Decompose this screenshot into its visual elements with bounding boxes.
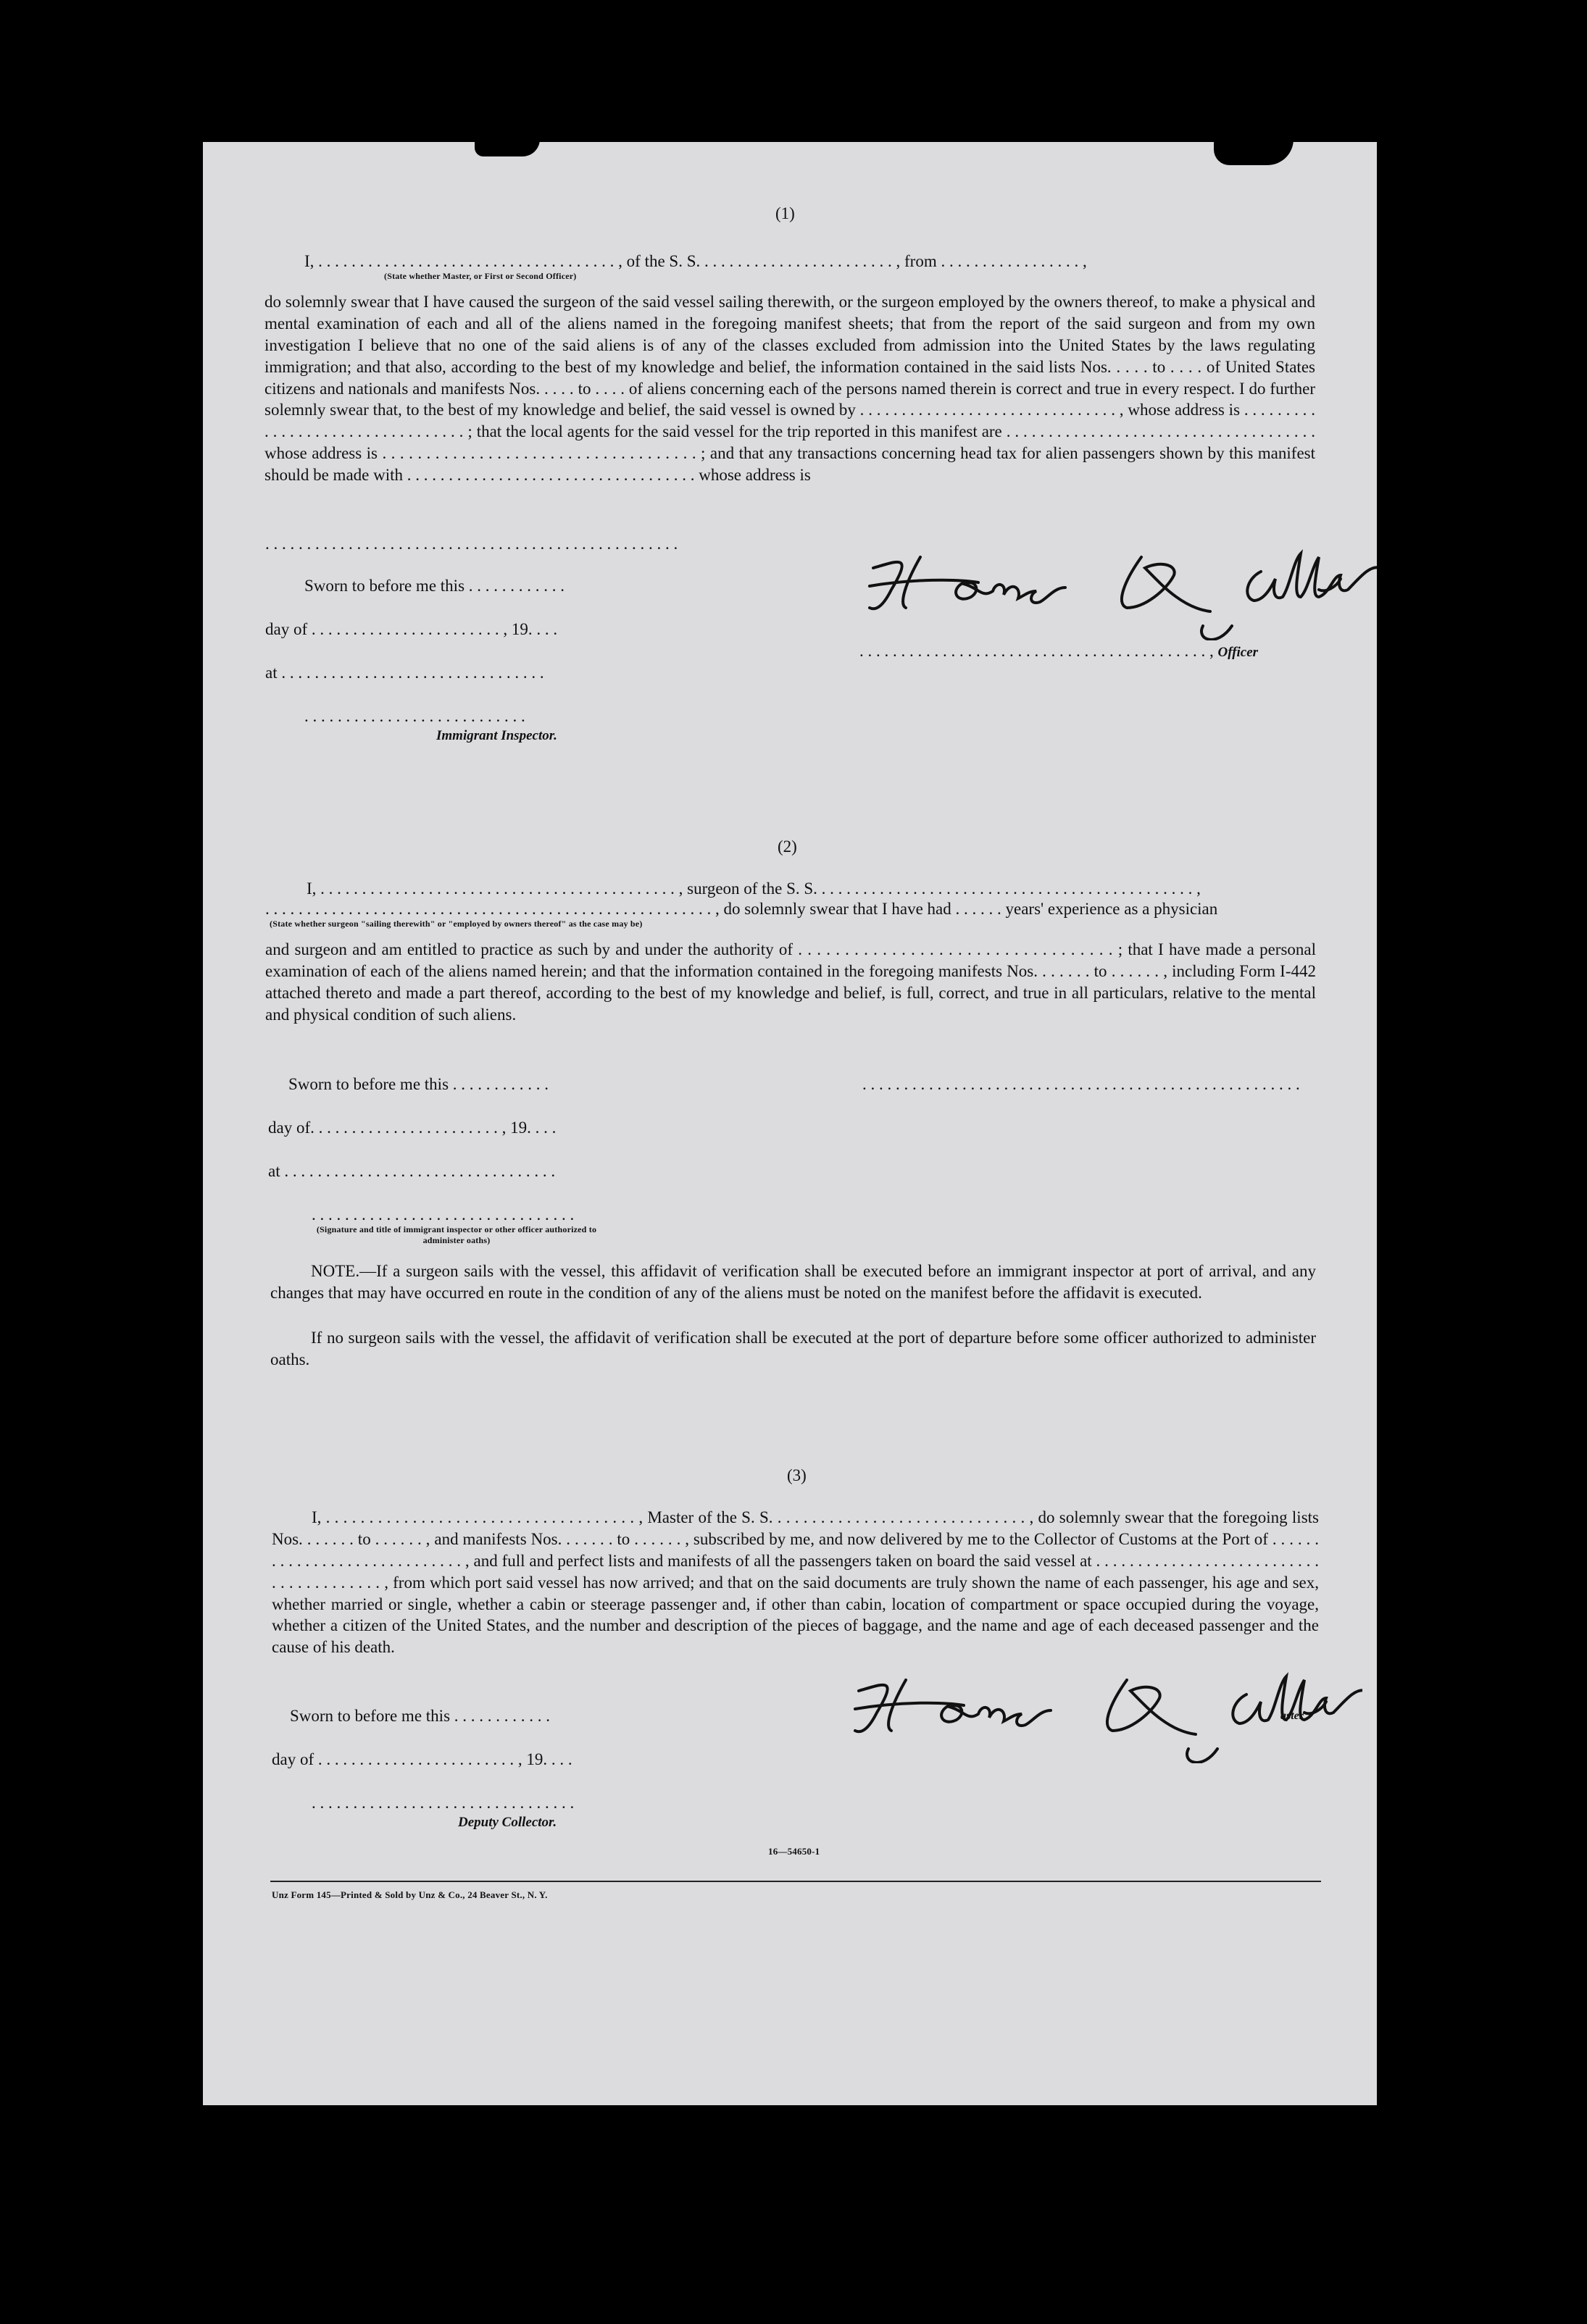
punch-hole bbox=[1428, 1440, 1461, 1474]
punch-hole bbox=[1428, 659, 1461, 693]
section-2-day: day of. . . . . . . . . . . . . . . . . . . . . . . , 19. . . . bbox=[268, 1119, 557, 1137]
signature-bottom bbox=[841, 1662, 1362, 1763]
section-2-line1: I, . . . . . . . . . . . . . . . . . . . . . . . . . . . . . . . . . . . . . . . . . . . , surgeon of the S. S. . . . . . . . . . . . . . . . . . . . . . . . . . . . . . . . . . . . . . . . . . . . . . , bbox=[307, 879, 1201, 898]
section-1-inspector-title: Immigrant Inspector. bbox=[436, 728, 557, 743]
section-1-dots-line: . . . . . . . . . . . . . . . . . . . . . . . . . . . . . . . . . . . . . . . . . . . . . . . . . . bbox=[265, 535, 678, 553]
punch-hole bbox=[1425, 296, 1459, 330]
section-2-note-2: If no surgeon sails with the vessel, the affidavit of verification shall be executed at the port of departure before some officer authorized to administer oaths. bbox=[270, 1329, 1316, 1368]
section-1-body: do solemnly swear that I have caused the surgeon of the said vessel sailing therewith, or the surgeon employed by the owners thereof, to make a physical and mental examination of each and all of the aliens named in the foregoing manifest sheets; that from the report of the said surgeon and from my own investigation I believe that no one of the said aliens is of any of the classes excluded from admission into the United States by the laws regulating immigration; and that also, according to the best of my knowledge and belief, the information contained in the said lists Nos. . . . . to . . . . of United States citizens and nationals and manifests Nos. . . . . to . . . . of aliens concerning each of the persons named therein is correct and true in every respect. I do further solemnly swear that, to the best of my knowledge and belief, the said vessel is owned by . . . . . . . . . . . . . . . . . . . . . . . . . . . . . . . , whose address is . . . . . . . . . . . . . . . . . . . . . . . . . . . . . . . . . ; that the local agents for the said vessel for the trip reported in this manifest are . . . . . . . . . . . . . . . . . . . . . . . . . . . . . . . . . . . . . whose address is . . . . . . . . . . . . . . . . . . . . . . . . . . . . . . . . . . . . ; and that any transactions concerning head tax for alien passengers shown by this manifest should be made with . . . . . . . . . . . . . . . . . . . . . . . . . . . . . . . . . . . whose address is bbox=[264, 293, 1315, 485]
section-1-line1-note: (State whether Master, or First or Second Officer) bbox=[384, 271, 577, 281]
paper-tear-right bbox=[1214, 139, 1294, 165]
officer-title: Officer bbox=[1217, 645, 1259, 660]
section-2-body: and surgeon and am entitled to practice as such by and under the authority of . . . . . . . . . . . . . . . . . . . . . . . . . . . . . . . . . . ; that I have made a personal examination of each of the aliens named herein; and that the information contained in the foregoing manifests Nos. . . . . . . to . . . . . . , including Form I-442 attached thereto and made a part thereof, according to the best of my knowledge and belief, is full, correct, and true in all particulars, relative to the mental and physical condition of such aliens. bbox=[265, 940, 1316, 1024]
form-number: 16—54650-1 bbox=[768, 1846, 820, 1857]
punch-hole bbox=[1428, 772, 1461, 806]
section-2-sig-dots: . . . . . . . . . . . . . . . . . . . . . . . . . . . . . . . . bbox=[312, 1205, 575, 1224]
section-1-at: at . . . . . . . . . . . . . . . . . . . . . . . . . . . . . . . . bbox=[265, 664, 544, 682]
punch-hole bbox=[1433, 336, 1467, 369]
officer-dots: . . . . . . . . . . . . . . . . . . . . . . . . . . . . . . . . . . . . . . . . . . , bbox=[859, 642, 1218, 660]
punch-hole bbox=[1442, 1105, 1475, 1139]
section-3-number: (3) bbox=[787, 1466, 807, 1484]
section-1-sworn: Sworn to before me this . . . . . . . . . . . . bbox=[304, 577, 565, 595]
section-2-line2: . . . . . . . . . . . . . . . . . . . . . . . . . . . . . . . . . . . . . . . . . . . . . . . . . . . . . . , do solemnly swear that I have had . . . . . . years' experience as a physician bbox=[265, 900, 1218, 918]
section-2-sig-note: (Signature and title of immigrant inspector or other officer authorized to administer oaths) bbox=[316, 1224, 597, 1245]
section-2-number: (2) bbox=[778, 837, 797, 856]
section-3-sig-dots: . . . . . . . . . . . . . . . . . . . . . . . . . . . . . . . . bbox=[312, 1794, 575, 1812]
section-1-sig-dots: . . . . . . . . . . . . . . . . . . . . . . . . . . . bbox=[304, 707, 525, 725]
paper-tear-left bbox=[475, 139, 540, 156]
section-2-at: at . . . . . . . . . . . . . . . . . . . . . . . . . . . . . . . . . bbox=[268, 1162, 556, 1180]
section-2-line2-note: (State whether surgeon "sailing therewith" or "employed by owners thereof" as the case may be) bbox=[270, 919, 643, 929]
punch-hole bbox=[1428, 1873, 1461, 1907]
section-1-line1: I, . . . . . . . . . . . . . . . . . . . . . . . . . . . . . . . . . . . . , of the S. S. . . . . . . . . . . . . . . . . . . . . . . . , from . . . . . . . . . . . . . . . . . , bbox=[304, 252, 1087, 270]
section-2-sworn: Sworn to before me this . . . . . . . . . . . . bbox=[288, 1075, 549, 1093]
section-1-officer-line bbox=[859, 640, 1258, 662]
punch-hole bbox=[1428, 181, 1461, 214]
section-2-note-1: NOTE.—If a surgeon sails with the vessel, this affidavit of verification shall be executed before an immigrant inspector at port of arrival, and any changes that may have occurred en route in the condition of any of the aliens must be noted on the manifest before the affidavit is executed. bbox=[270, 1262, 1316, 1302]
section-3-sworn: Sworn to before me this . . . . . . . . . . . . bbox=[290, 1707, 551, 1725]
punch-hole bbox=[1431, 1545, 1465, 1578]
document-page bbox=[203, 142, 1377, 2105]
section-1-day: day of . . . . . . . . . . . . . . . . . . . . . . . , 19. . . . bbox=[265, 620, 558, 638]
signature-top bbox=[855, 539, 1377, 640]
footer-printer-line: Unz Form 145—Printed & Sold by Unz & Co., 24 Beaver St., N. Y. bbox=[272, 1889, 548, 1900]
section-3-day: day of . . . . . . . . . . . . . . . . . . . . . . . . , 19. . . . bbox=[272, 1750, 572, 1768]
footer-rule bbox=[270, 1881, 1321, 1882]
section-3-body: I, . . . . . . . . . . . . . . . . . . . . . . . . . . . . . . . . . . . . , Master of the S. S. . . . . . . . . . . . . . . . . . . . . . . . . . . . . . , do solemnly swear that the foregoing lists Nos. . . . . . . to . . . . . . , and manifests Nos. . . . . . . to . . . . . . , subscribed by me, and now delivered by me to the Collector of Customs at the Port of . . . . . . . . . . . . . . . . . . . . . . . . . . . . . , and full and perfect lists and manifests of all the passengers taken on board the said vessel at . . . . . . . . . . . . . . . . . . . . . . . . . . . . . . . . . . . . . . . . , from which port said vessel has now arrived; and that on the said documents are truly shown the name of each passenger, his age and sex, whether married or single, whether a cabin or steerage passenger and, if other than cabin, location of compartment or space occupied during the voyage, whether a citizen of the United States, and the number and description of the pieces of baggage, and the name and age of each deceased passenger and the cause of his death. bbox=[272, 1508, 1319, 1657]
punch-hole bbox=[1428, 1968, 1461, 2001]
section-2-signature-line: . . . . . . . . . . . . . . . . . . . . . . . . . . . . . . . . . . . . . . . . . . . . . . . . . . . . . bbox=[862, 1075, 1300, 1093]
section-1-number: (1) bbox=[775, 204, 795, 222]
section-3-master-title: aster bbox=[1280, 1710, 1304, 1722]
section-3-collector-title: Deputy Collector. bbox=[458, 1815, 557, 1830]
